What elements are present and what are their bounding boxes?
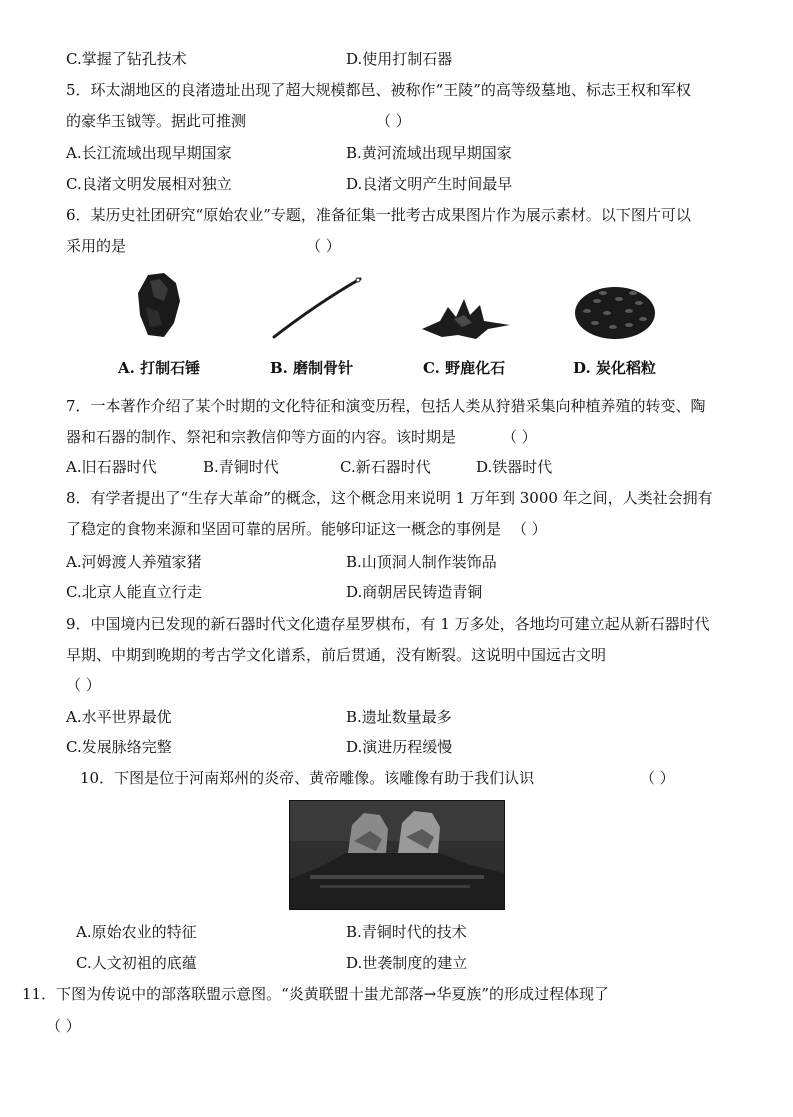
q6-answer-blank[interactable]: （ ） <box>306 237 341 255</box>
q5-answer-blank[interactable]: （ ） <box>376 112 411 130</box>
q5-stem-line-2: 的豪华玉钺等。据此可推测 <box>66 112 247 130</box>
q7-option-c[interactable]: C.新石器时代 <box>340 458 431 476</box>
q4-option-d[interactable]: D.使用打制石器 <box>346 50 453 68</box>
q7-stem-line-1: 7．一本著作介绍了某个时期的文化特征和演变历程，包括人类从狩猎采集向种植养殖的转变、陶 <box>66 397 706 415</box>
q8-option-b[interactable]: B.山顶洞人制作装饰品 <box>346 553 497 571</box>
q8-option-a[interactable]: A.河姆渡人养殖家猪 <box>66 553 202 571</box>
q9-option-c[interactable]: C.发展脉络完整 <box>66 738 172 756</box>
q5-option-c[interactable]: C.良渚文明发展相对独立 <box>66 175 232 193</box>
q5-stem-line-1: 5．环太湖地区的良渚遗址出现了超大规模都邑、被称作“王陵”的高等级墓地、标志王权和军权 <box>66 81 691 99</box>
q6-image-row <box>118 265 678 385</box>
q7-option-b[interactable]: B.青铜时代 <box>203 458 279 476</box>
q9-answer-blank[interactable]: （ ） <box>66 676 101 694</box>
q8-option-c[interactable]: C.北京人能直立行走 <box>66 583 202 601</box>
q8-answer-blank[interactable]: （ ） <box>512 520 547 538</box>
q7-option-a[interactable]: A.旧石器时代 <box>66 458 157 476</box>
yan-huang-statue-photo[interactable] <box>289 800 505 910</box>
q7-stem-line-2: 器和石器的制作、祭祀和宗教信仰等方面的内容。该时期是 <box>66 428 457 446</box>
q10-option-b[interactable]: B.青铜时代的技术 <box>346 923 467 941</box>
stone-hammer-image[interactable] <box>134 271 186 341</box>
q6-stem-line-2: 采用的是 <box>66 237 127 255</box>
q9-stem-line-2: 早期、中期到晚期的考古学文化谱系，前后贯通，没有断裂。这说明中国远古文明 <box>66 646 607 664</box>
q10-answer-blank[interactable]: （ ） <box>640 769 675 787</box>
q10-option-a[interactable]: A.原始农业的特征 <box>76 923 197 941</box>
q7-option-d[interactable]: D.铁器时代 <box>476 458 553 476</box>
q4-option-c[interactable]: C.掌握了钻孔技术 <box>66 50 187 68</box>
q11-answer-blank[interactable]: （ ） <box>46 1017 81 1035</box>
q11-stem-line-1: 11．下图为传说中的部落联盟示意图。“炎黄联盟十蚩尤部落→华夏族”的形成过程体现了 <box>22 985 609 1003</box>
q9-stem-line-1: 9．中国境内已发现的新石器时代文化遗存星罗棋布，有 1 万多处，各地均可建立起从新石器时代 <box>66 615 710 633</box>
q9-option-b[interactable]: B.遗址数量最多 <box>346 708 452 726</box>
caption-d[interactable]: D. 炭化稻粒 <box>573 359 656 377</box>
q6-stem-line-1: 6．某历史社团研究“原始农业”专题，准备征集一批考古成果图片作为展示素材。以下图片可以 <box>66 206 691 224</box>
q8-stem-line-2: 了稳定的食物来源和坚固可靠的居所。能够印证这一概念的事例是 <box>66 520 502 538</box>
q9-option-a[interactable]: A.水平世界最优 <box>66 708 172 726</box>
q5-option-d[interactable]: D.良渚文明产生时间最早 <box>346 175 513 193</box>
caption-b[interactable]: B. 磨制骨针 <box>270 359 354 377</box>
q10-stem-line-1: 10．下图是位于河南郑州的炎帝、黄帝雕像。该雕像有助于我们认识 <box>80 769 535 787</box>
q10-option-d[interactable]: D.世袭制度的建立 <box>346 954 468 972</box>
q8-option-d[interactable]: D.商朝居民铸造青铜 <box>346 583 483 601</box>
q8-stem-line-1: 8．有学者提出了“生存大革命”的概念，这个概念用来说明 1 万年到 3000 年之间，人类社会拥有 <box>66 489 713 507</box>
q5-option-a[interactable]: A.长江流域出现早期国家 <box>66 144 232 162</box>
q7-answer-blank[interactable]: （ ） <box>502 428 537 446</box>
caption-c[interactable]: C. 野鹿化石 <box>423 359 506 377</box>
caption-a[interactable]: A. 打制石锤 <box>118 359 201 377</box>
deer-fossil-image[interactable] <box>418 293 514 345</box>
q5-option-b[interactable]: B.黄河流域出现早期国家 <box>346 144 512 162</box>
bone-needle-image[interactable] <box>268 275 368 345</box>
q9-option-d[interactable]: D.演进历程缓慢 <box>346 738 453 756</box>
carbonized-rice-image[interactable] <box>573 283 657 343</box>
q10-option-c[interactable]: C.人文初祖的底蕴 <box>76 954 197 972</box>
